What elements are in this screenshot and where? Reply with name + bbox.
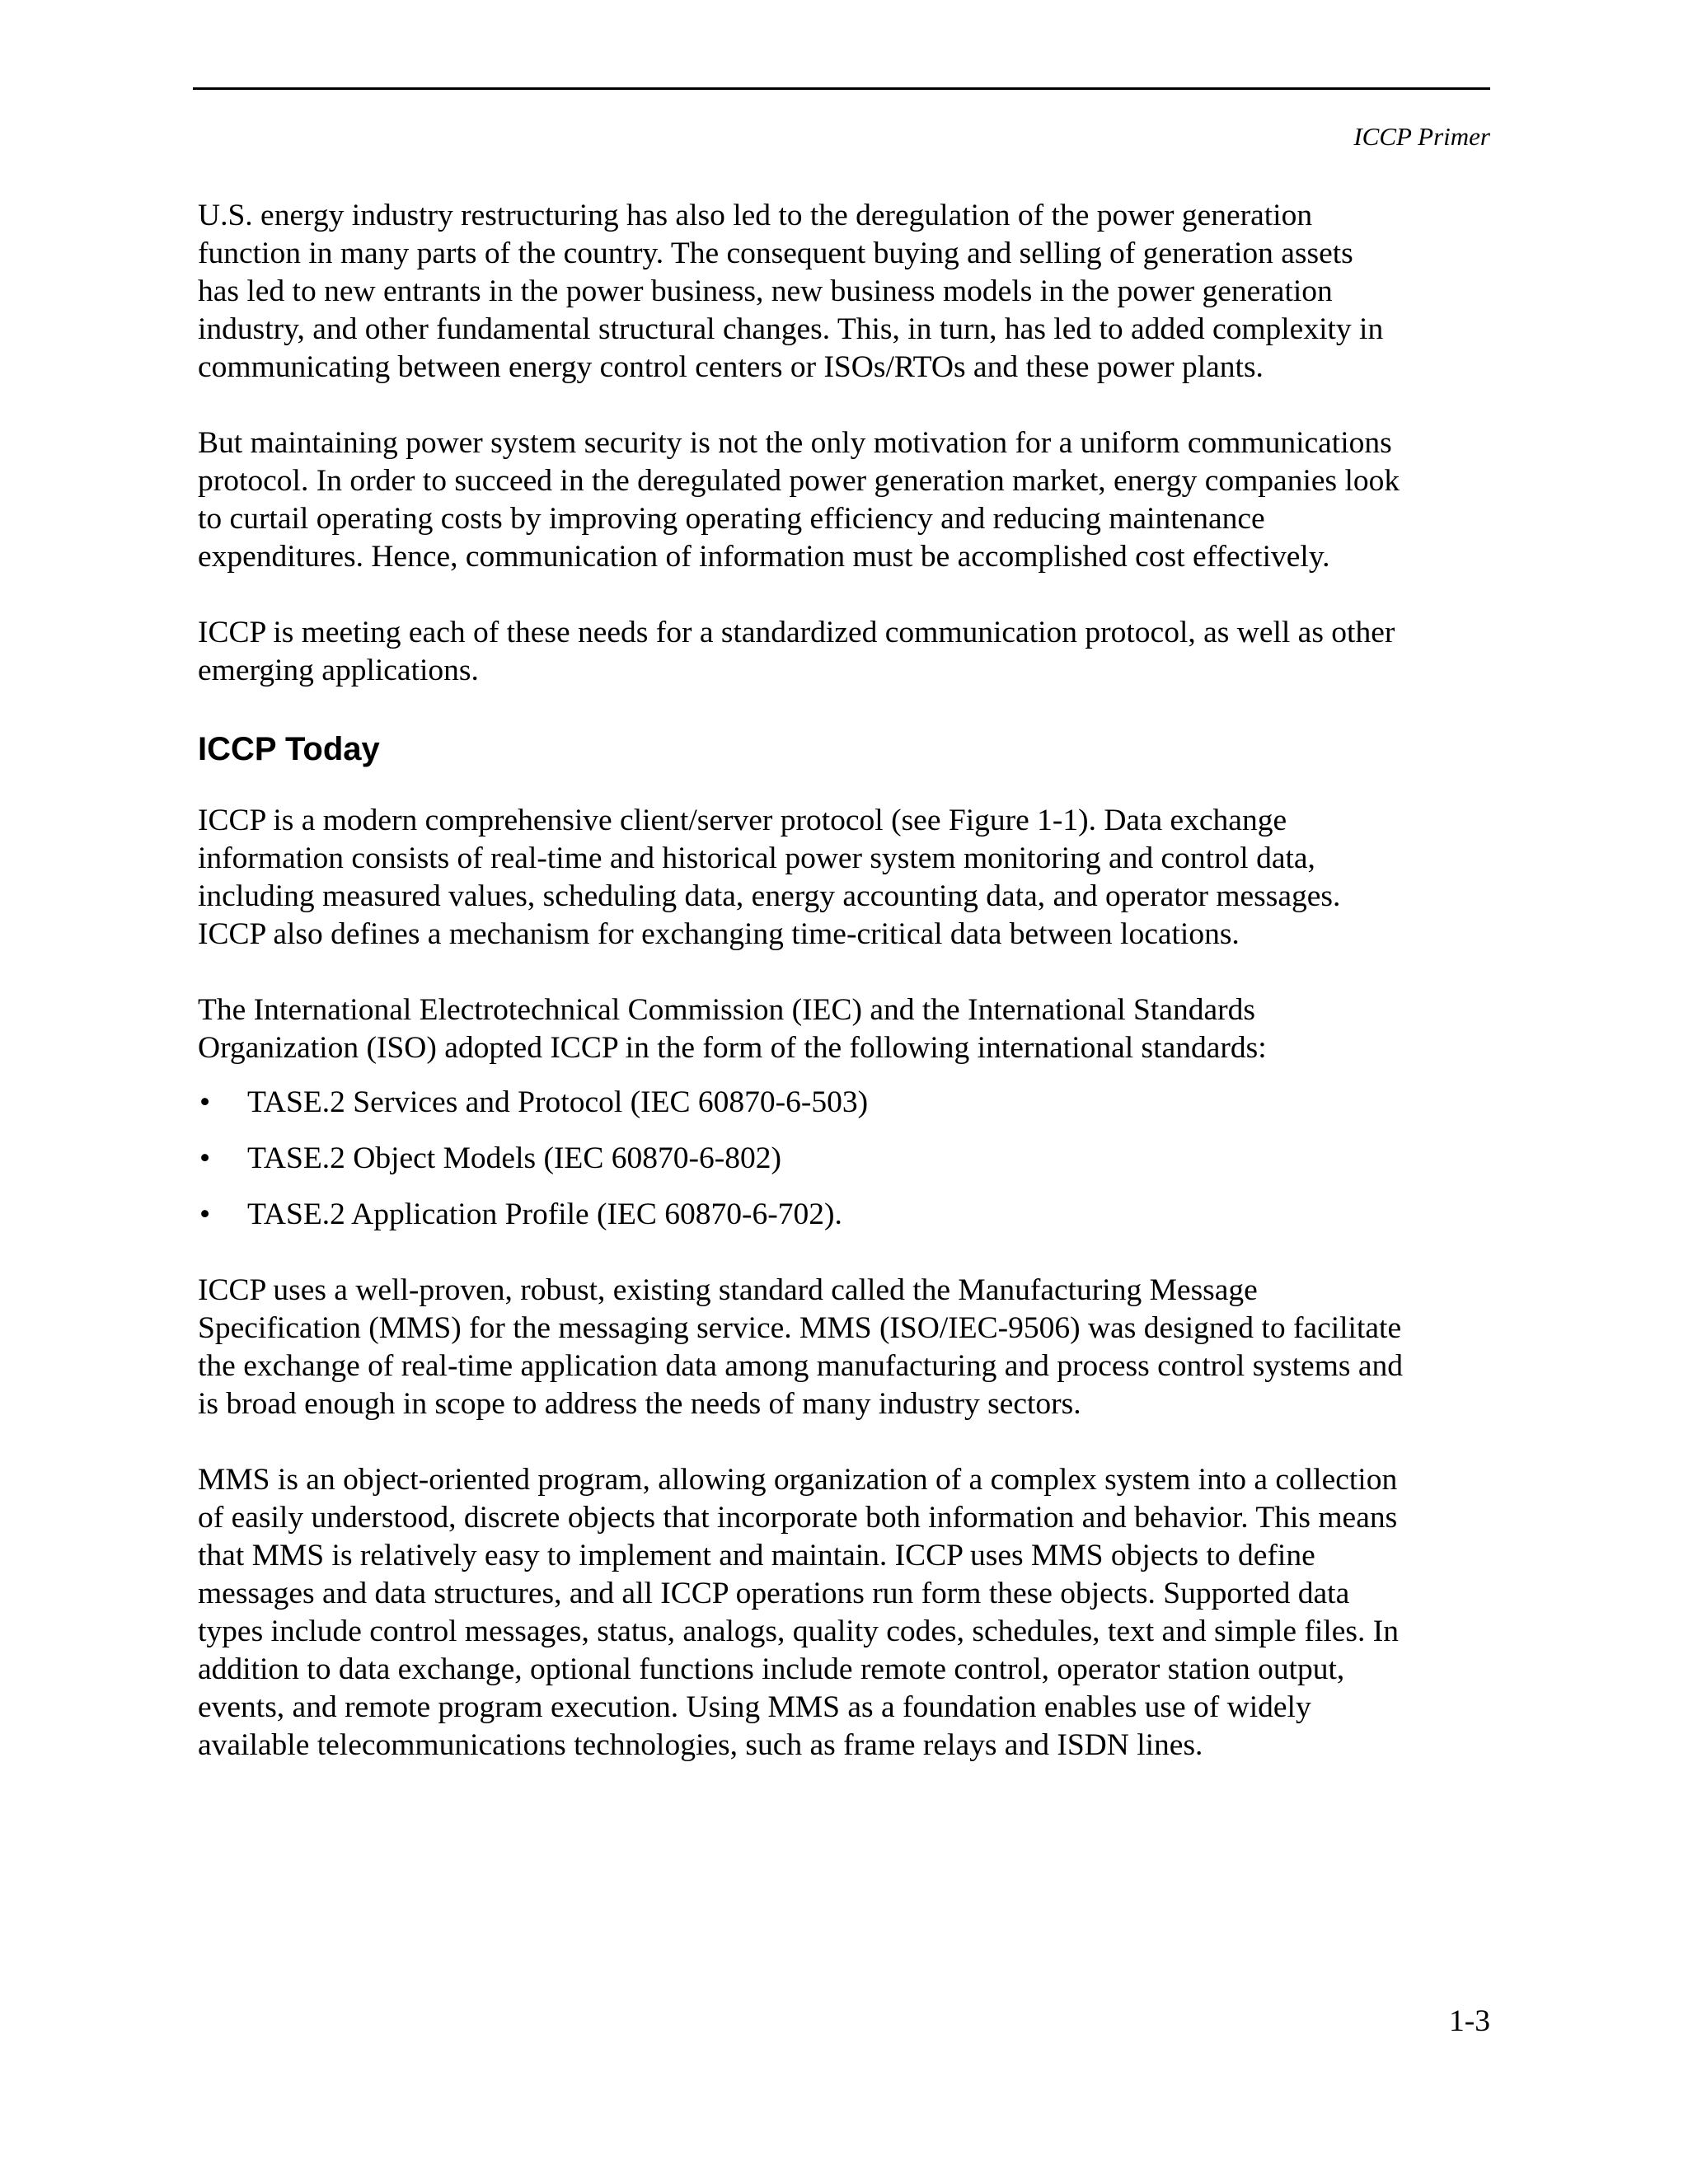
- text-line: is broad enough in scope to address the needs of many industry sectors.: [198, 1387, 1081, 1421]
- text-line: the exchange of real-time application data among manufacturing and process control systems and: [198, 1349, 1403, 1383]
- paragraph-security-motivation: [198, 424, 1496, 576]
- text-line: that MMS is relatively easy to implement and maintain. ICCP uses MMS objects to define: [198, 1539, 1315, 1572]
- text-line: protocol. In order to succeed in the deregulated power generation market, energy companies look: [198, 464, 1400, 498]
- page-body: [198, 197, 1496, 1802]
- list-item: [198, 1084, 1496, 1122]
- text-line: The International Electrotechnical Commission (IEC) and the International Standards: [198, 993, 1255, 1027]
- list-item-text: TASE.2 Application Profile (IEC 60870-6-702).: [247, 1197, 842, 1231]
- text-line: events, and remote program execution. Using MMS as a foundation enables use of widely: [198, 1690, 1311, 1724]
- paragraph-iccp-overview: [198, 802, 1496, 954]
- text-line: Specification (MMS) for the messaging service. MMS (ISO/IEC-9506) was designed to facilitate: [198, 1311, 1402, 1345]
- text-line: expenditures. Hence, communication of information must be accomplished cost effectively.: [198, 540, 1330, 574]
- paragraph-iccp-needs: [198, 614, 1496, 690]
- text-line: MMS is an object-oriented program, allowing organization of a complex system into a collection: [198, 1463, 1398, 1497]
- text-line: emerging applications.: [198, 654, 479, 687]
- page-number: 1-3: [1449, 2004, 1490, 2038]
- text-line: has led to new entrants in the power business, new business models in the power generation: [198, 274, 1333, 308]
- text-line: ICCP is meeting each of these needs for a standardized communication protocol, as well as other: [198, 616, 1395, 649]
- running-header-title: ICCP Primer: [1353, 122, 1490, 151]
- standards-list: [198, 1084, 1496, 1234]
- text-line: including measured values, scheduling data, energy accounting data, and operator messages.: [198, 879, 1341, 913]
- bullet-icon: •: [199, 1085, 211, 1119]
- list-item-text: TASE.2 Object Models (IEC 60870-6-802): [247, 1141, 781, 1175]
- paragraph-standards-intro: [198, 991, 1496, 1067]
- bullet-icon: •: [199, 1197, 211, 1231]
- list-item: [198, 1140, 1496, 1178]
- text-line: available telecommunications technologies, such as frame relays and ISDN lines.: [198, 1728, 1203, 1762]
- text-line: ICCP also defines a mechanism for exchanging time-critical data between locations.: [198, 917, 1240, 951]
- text-line: of easily understood, discrete objects that incorporate both information and behavior. This means: [198, 1501, 1398, 1535]
- paragraph-restructuring: [198, 197, 1496, 387]
- list-item-text: TASE.2 Services and Protocol (IEC 60870-6-503): [247, 1085, 869, 1119]
- text-line: types include control messages, status, analogs, quality codes, schedules, text and simple files. In: [198, 1615, 1399, 1648]
- text-line: But maintaining power system security is not the only motivation for a uniform communications: [198, 426, 1392, 460]
- text-line: U.S. energy industry restructuring has also led to the deregulation of the power generation: [198, 199, 1313, 232]
- text-line: addition to data exchange, optional functions include remote control, operator station output,: [198, 1652, 1345, 1686]
- text-line: ICCP is a modern comprehensive client/server protocol (see Figure 1-1). Data exchange: [198, 804, 1287, 837]
- bullet-icon: •: [199, 1141, 211, 1175]
- list-item: [198, 1196, 1496, 1234]
- text-line: messages and data structures, and all ICCP operations run form these objects. Supported data: [198, 1577, 1350, 1610]
- text-line: industry, and other fundamental structural changes. This, in turn, has led to added complexity in: [198, 312, 1384, 346]
- paragraph-mms-objects: [198, 1461, 1496, 1765]
- text-line: to curtail operating costs by improving operating efficiency and reducing maintenance: [198, 502, 1265, 536]
- text-line: ICCP uses a well-proven, robust, existing standard called the Manufacturing Message: [198, 1273, 1258, 1307]
- section-heading: ICCP Today: [198, 731, 380, 767]
- text-line: information consists of real-time and historical power system monitoring and control data,: [198, 841, 1315, 875]
- text-line: Organization (ISO) adopted ICCP in the form of the following international standards:: [198, 1031, 1267, 1065]
- text-line: function in many parts of the country. The consequent buying and selling of generation assets: [198, 237, 1353, 270]
- paragraph-mms-standard: [198, 1272, 1496, 1423]
- header-rule: [193, 87, 1490, 90]
- text-line: communicating between energy control centers or ISOs/RTOs and these power plants.: [198, 350, 1264, 384]
